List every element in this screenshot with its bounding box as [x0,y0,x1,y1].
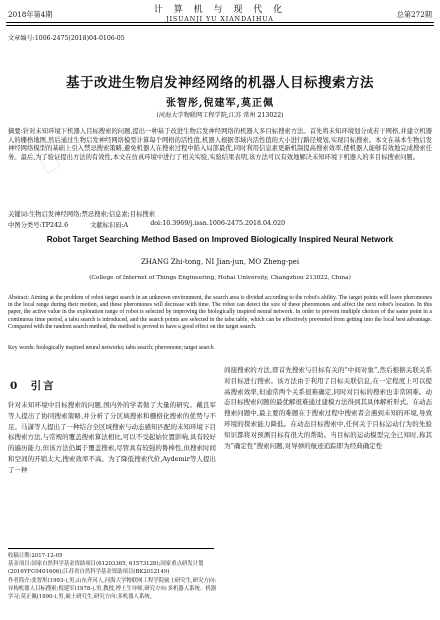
authors-en: ZHANG Zhi-tong, NI Jian-jun, MO Zheng-pei [140,258,300,266]
section-heading [10,378,56,393]
paper-title-en: Robot Target Searching Method Based on Improved Biologically Inspired Neural Network [46,235,394,244]
affiliation-cn: (河海大学物联网工程学院,江苏 常州 213022) [156,112,284,119]
abstract-en: Abstract: Aiming at the problem of robot target search in an unknown environment, the search area is divided according to the robot's ability. The target points will leave pheromones in the local range during their motion, and these pheromones will decrease with time. The robot can detect the size of these pheromones and affect the next robot's location. In this paper, the active value in the exploration range of robot is selected by improving the biologically inspired neural network. In order to prevent multiple choices of the same point in a continuous time period, a tabu search is introduced, and the search points are selected in the tabu table, which can be effectively prevented from getting into the local best advantage. Compared with the random search method, the method is proved to have a good effect on the target search. [8,295,432,330]
journal-title-cn: 计 算 机 与 现 代 化 [153,5,287,15]
doi-link[interactable]: doi:10.3969/j.issn.1006-2475.2018.04.020 [150,220,286,227]
footnote-rule [8,548,214,549]
author-info: 作者简介:张智彤(1993-),男,山东齐河人,河海大学物联网工程学院硕士研究生,研究方向:异构机器人目标搜索;倪建军(1978-),男,教授,博士生导师,研究方向:多机器人系统、机器学习;莫正佩(1990-),男,硕士研究生,研究方向:多机器人系统。 [8,577,217,601]
received-date: 收稿日期:2017-12-05 [8,553,63,559]
keywords-cn: 关键词:生物启发神经网络;禁忌搜索;信息素;目标搜索 [8,211,156,218]
clc-number: 中图分类号:TP242.6 [8,222,69,229]
header-rule-thin [6,25,434,26]
document-code: 文献标识码:A [90,222,129,229]
affiliation-en: (College of Internet of Things Engineering, Hohai University, Changzhou 213022, China) [89,275,351,281]
journal-title-en: JISUANJI YU XIANDAIHUA [166,16,274,23]
classification-row [8,220,432,229]
abstract-cn: 摘要:针对未知环境下机器人目标搜索的问题,提出一种基于改进生物启发神经网络的机器人多目标搜索方法。首先将未知环境划分成若干网格,并建立机器人的栅格地图,然后通过生物启发神经网络模型计算每个网格的活性值,机器人根据邻域内活性值的大小进行路径规划,实现目标搜索。本文在基本生物启发神经网络模型的基础上引入禁忌搜索策略,避免机器人在搜索过程中陷入局部最优,同时利用信息素更新机制提高搜索效率,使机器人能够有效地完成搜索任务。最后,为了验证提出方法的有效性,本文在仿真环境中进行了相关实验,实验结果表明,该方法可以有效地解决未知环境下机器人的多目标搜索问题。 [8,128,432,161]
authors-cn: 张智彤,倪建军,莫正佩 [166,98,274,109]
paper-title-cn: 基于改进生物启发神经网络的机器人目标搜索方法 [66,75,374,91]
issue-label: 2018年第4期 [8,10,53,19]
section-number: 0 [10,380,20,392]
section-title: 引言 [30,380,56,392]
total-issue-label: 总第272期 [396,10,432,19]
header-rule [6,22,434,23]
funding-info: 基金项目:国家自然科学基金资助项目(61203365, 61573128);国家重点研发计划(2016YFC0401606);江苏省自然科学基金资助项目(BK2012149) [8,561,204,576]
body-column-right: 间接搜索的方法,即首先搜索与目标有关的“中间对象”,然后根据关联关系对目标进行搜索。该方法由于利用了目标关联信息,在一定程度上可以提高搜索效率,但通常两个关系很难确定,同时对目标的搜索也非常困难。动态目标搜索问题的最优解很难通过建模方法得到其具体解析形式。在动态搜索问题中,最主要的难题在于搜索过程中搜索者会遇到未知的环境,导致环境的探索能力降低。在动态目标搜索中,任何关于目标运动行为的先验知识都将对预测目标有很大的帮助。当目标的运动模型完全已知时,称其为“确定性”搜索问题,对导弹的航迹追踪即为经典确定性 [224,366,432,450]
journal-header [130,2,310,23]
body-column-left: 针对未知环境中目标搜索的问题,国内外的学者做了大量的研究。戴良军等人提出了协同搜索策略,并分析了分区域搜索和栅格化搜索的优势与不足。马潇等人提出了一种结合全区域搜索与动态感知匹配的未知环境下目标搜索方法,与常规的覆盖搜索算法相比,可以不受起始位置影响,具有较好的遍历能力,但该方法仍属于覆盖搜索,尽管具有较强的鲁棒性,但搜索时间和空间的开销太大,搜索效率不高。为了降低搜索代价,Aydemir等人提出了一种 [8,401,216,474]
keywords-en: Key words: biologically inspired neural networks; tabu search; pheromone; target search [8,345,214,351]
footnote [8,552,218,601]
article-number: 文章编号:1006-2475(2018)04-0106-05 [8,35,125,42]
watermark: □ [35,146,64,178]
